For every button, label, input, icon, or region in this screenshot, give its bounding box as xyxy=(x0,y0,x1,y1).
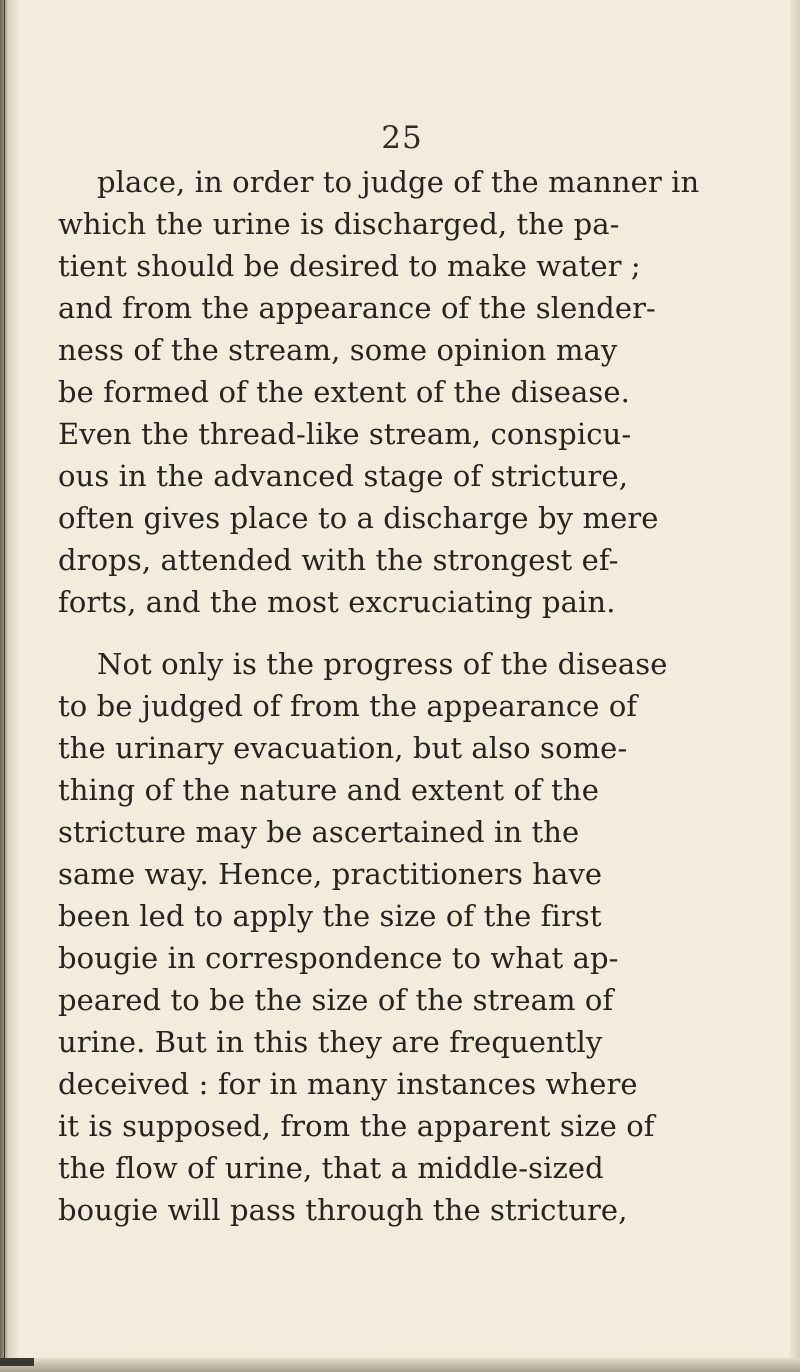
text-line: it is supposed, from the apparent size of xyxy=(58,1109,655,1143)
text-line: peared to be the size of the stream of xyxy=(58,983,614,1017)
text-line: be formed of the extent of the disease. xyxy=(58,375,630,409)
text-line: stricture may be ascertained in the xyxy=(58,815,580,849)
text-line: tient should be desired to make water ; xyxy=(58,249,641,283)
text-line: and from the appearance of the slender- xyxy=(58,291,656,325)
text-line: which the urine is discharged, the pa- xyxy=(58,207,620,241)
text-line: place, in order to judge of the manner in xyxy=(97,165,700,199)
text-line: the flow of urine, that a middle-sized xyxy=(58,1151,604,1185)
text-line: urine. But in this they are frequently xyxy=(58,1025,603,1059)
text-line: Not only is the progress of the disease xyxy=(97,647,668,681)
page-gutter-shadow xyxy=(0,0,18,1372)
page-number: 25 xyxy=(381,120,423,156)
text-line: bougie will pass through the stricture, xyxy=(58,1193,628,1227)
text-line: ness of the stream, some opinion may xyxy=(58,333,618,367)
text-line: forts, and the most excruciating pain. xyxy=(58,585,616,619)
text-line: bougie in correspondence to what ap- xyxy=(58,941,619,975)
text-line: Even the thread-like stream, conspicu- xyxy=(58,417,632,451)
page-bottom-tab xyxy=(0,1358,34,1366)
text-line: thing of the nature and extent of the xyxy=(58,773,599,807)
page-gutter-line xyxy=(4,0,5,1372)
text-line: often gives place to a discharge by mere xyxy=(58,501,659,535)
text-line: to be judged of from the appearance of xyxy=(58,689,638,723)
text-line: been led to apply the size of the first xyxy=(58,899,602,933)
text-line: drops, attended with the strongest ef- xyxy=(58,543,619,577)
page-right-edge xyxy=(790,0,800,1372)
page-bottom-edge xyxy=(0,1358,800,1372)
text-line: the urinary evacuation, but also some- xyxy=(58,731,628,765)
text-line: deceived : for in many instances where xyxy=(58,1067,638,1101)
text-line: ous in the advanced stage of stricture, xyxy=(58,459,629,493)
text-line: same way. Hence, practitioners have xyxy=(58,857,603,891)
